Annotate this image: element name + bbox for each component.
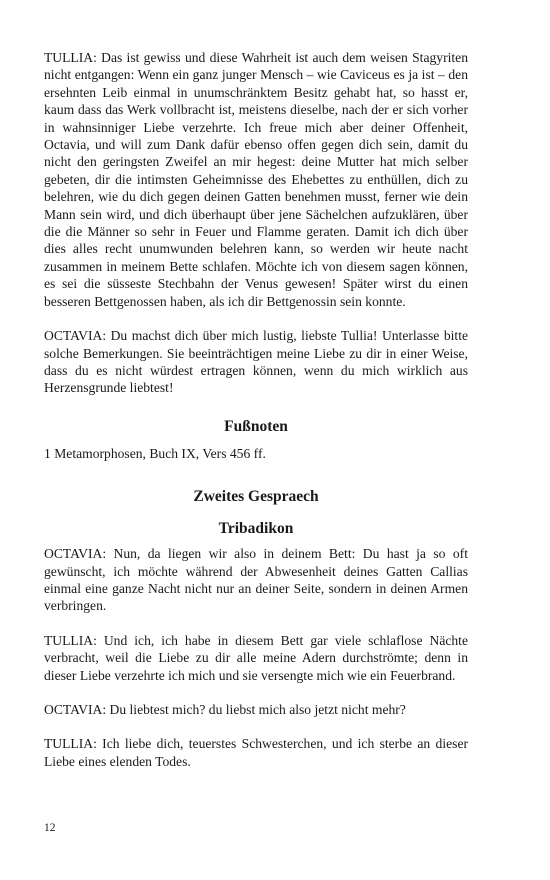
paragraph-gap <box>44 718 468 735</box>
dialogue-paragraph-octavia-2: OCTAVIA: Nun, da liegen wir also in deinem Bett: Du hast ja so oft gewünscht, ich möchte während der Abwesenheit deines Gatten Callias einmal eine ganze Nacht nicht nur an deiner Seite, sondern in deinen Armen verbringen. <box>44 546 468 614</box>
footnotes-heading: Fußnoten <box>224 417 288 435</box>
page-body <box>44 49 468 770</box>
dialogue-paragraph-octavia-1: OCTAVIA: Du machst dich über mich lustig, liebste Tullia! Unterlasse bitte solche Bemerkungen. Sie beeinträchtigen meine Liebe zu dir in einer Weise, dass du es nicht würdest ertragen können, wenn du mich wirklich aus Herzensgrunde liebtest! <box>44 328 468 396</box>
dialogue-paragraph-octavia-3: OCTAVIA: Du liebtest mich? du liebst mich also jetzt nicht mehr? <box>44 701 406 717</box>
footnote-entry: 1 Metamorphosen, Buch IX, Vers 456 ff. <box>44 445 266 461</box>
dialogue-paragraph-tullia-3: TULLIA: Ich liebe dich, teuerstes Schwesterchen, und ich sterbe an dieser Liebe eines elenden Todes. <box>44 736 468 769</box>
paragraph-gap <box>44 615 468 632</box>
chapter-subtitle: Tribadikon <box>218 520 294 538</box>
paragraph-gap <box>44 310 468 327</box>
chapter-title: Zweites Gespraech <box>193 488 319 506</box>
dialogue-paragraph-tullia-2: TULLIA: Und ich, ich habe in diesem Bett gar viele schlaflose Nächte verbracht, weil die Liebe zu dir alle meine Adern durchströmte; denn in dieser Liebe verzehrte ich mich und sie versengte mich wie ein Feuerbrand. <box>44 632 468 683</box>
dialogue-paragraph-tullia-1: TULLIA: Das ist gewiss und diese Wahrheit ist auch dem weisen Stagyriten nicht entgangen: Wenn ein ganz junger Mensch – wie Caviceus es ja ist – den ersehnten Leib einmal in unumschränktem Besitz gehabt hat, so hasst er, kaum dass das Werk vollbracht ist, meistens dieselbe, nach der er sich vorher in wahnsinniger Liebe verzehrte. Ich freue mich aber deiner Offenheit, Octavia, und will zum Dank dafür ebenso offen gegen dich sein, damit du nicht den geringsten Zweifel an mir hegest: deine Mutter hat mich selber gebeten, dir die intimsten Geheimnisse des Ehebettes zu enthüllen, dich zu belehren, wie du dich gegen deinen Gatten benehmen musst, ferner wie dein Mann sein wird, und dich überhaupt über jene Sächelchen aufzuklären, über die die Männer so sehr in Feuer und Flamme geraten. Damit ich dich über dies alles recht unumwunden belehren kann, so werden wir heute nacht zusammen in meinem Bette schlafen. Möchte ich von diesem sagen können, es sei die süsseste Stechbahn der Venus gewesen! Später wirst du einen besseren Bettgenossen haben, als ich dir Bettgenossin sein konnte. <box>44 50 468 309</box>
page-number: 12 <box>44 822 56 834</box>
paragraph-gap <box>44 684 468 701</box>
